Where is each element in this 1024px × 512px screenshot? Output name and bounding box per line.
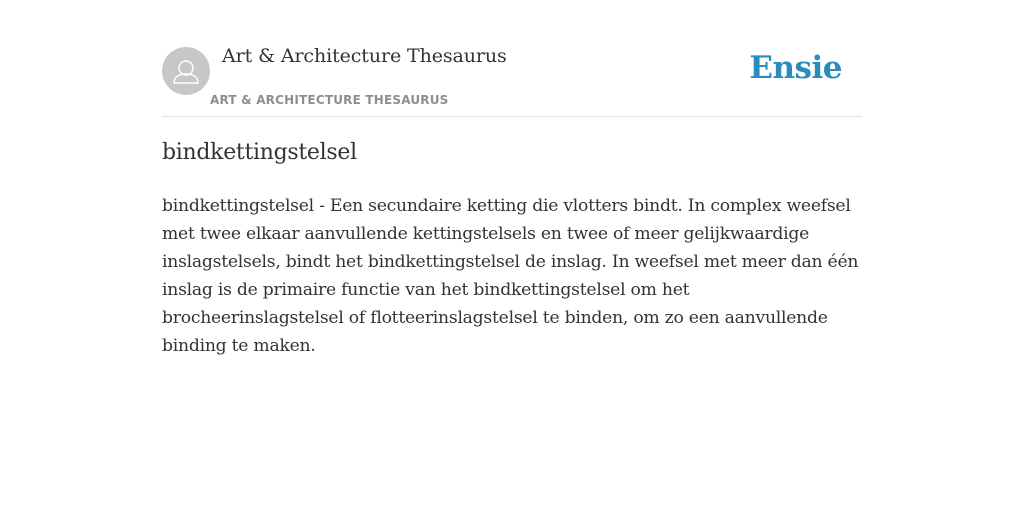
source-subtitle[interactable]: ART & ARCHITECTURE THESAURUS [210, 93, 449, 107]
entry-header [162, 0, 862, 117]
source-title[interactable]: Art & Architecture Thesaurus [222, 45, 507, 67]
ensie-logo[interactable]: Ensie [749, 50, 842, 86]
page-container [162, 0, 862, 356]
term-title: bindkettingstelsel [162, 140, 357, 165]
avatar[interactable] [162, 47, 210, 95]
user-silhouette-icon [162, 47, 210, 95]
definition-text: bindkettingstelsel - Een secundaire ketting die vlotters bindt. In complex weefsel met twee elkaar aanvullende kettingstelsels en twee of meer gelijkwaardige inslagstelsels, bindt het bindkettingstelsel de inslag. In weefsel met meer dan één inslag is de primaire functie van het bindkettingstelsel om het brocheerinslagstelsel of flotteerinslagstelsel te binden, om zo een aanvullende binding te maken. [162, 196, 859, 356]
